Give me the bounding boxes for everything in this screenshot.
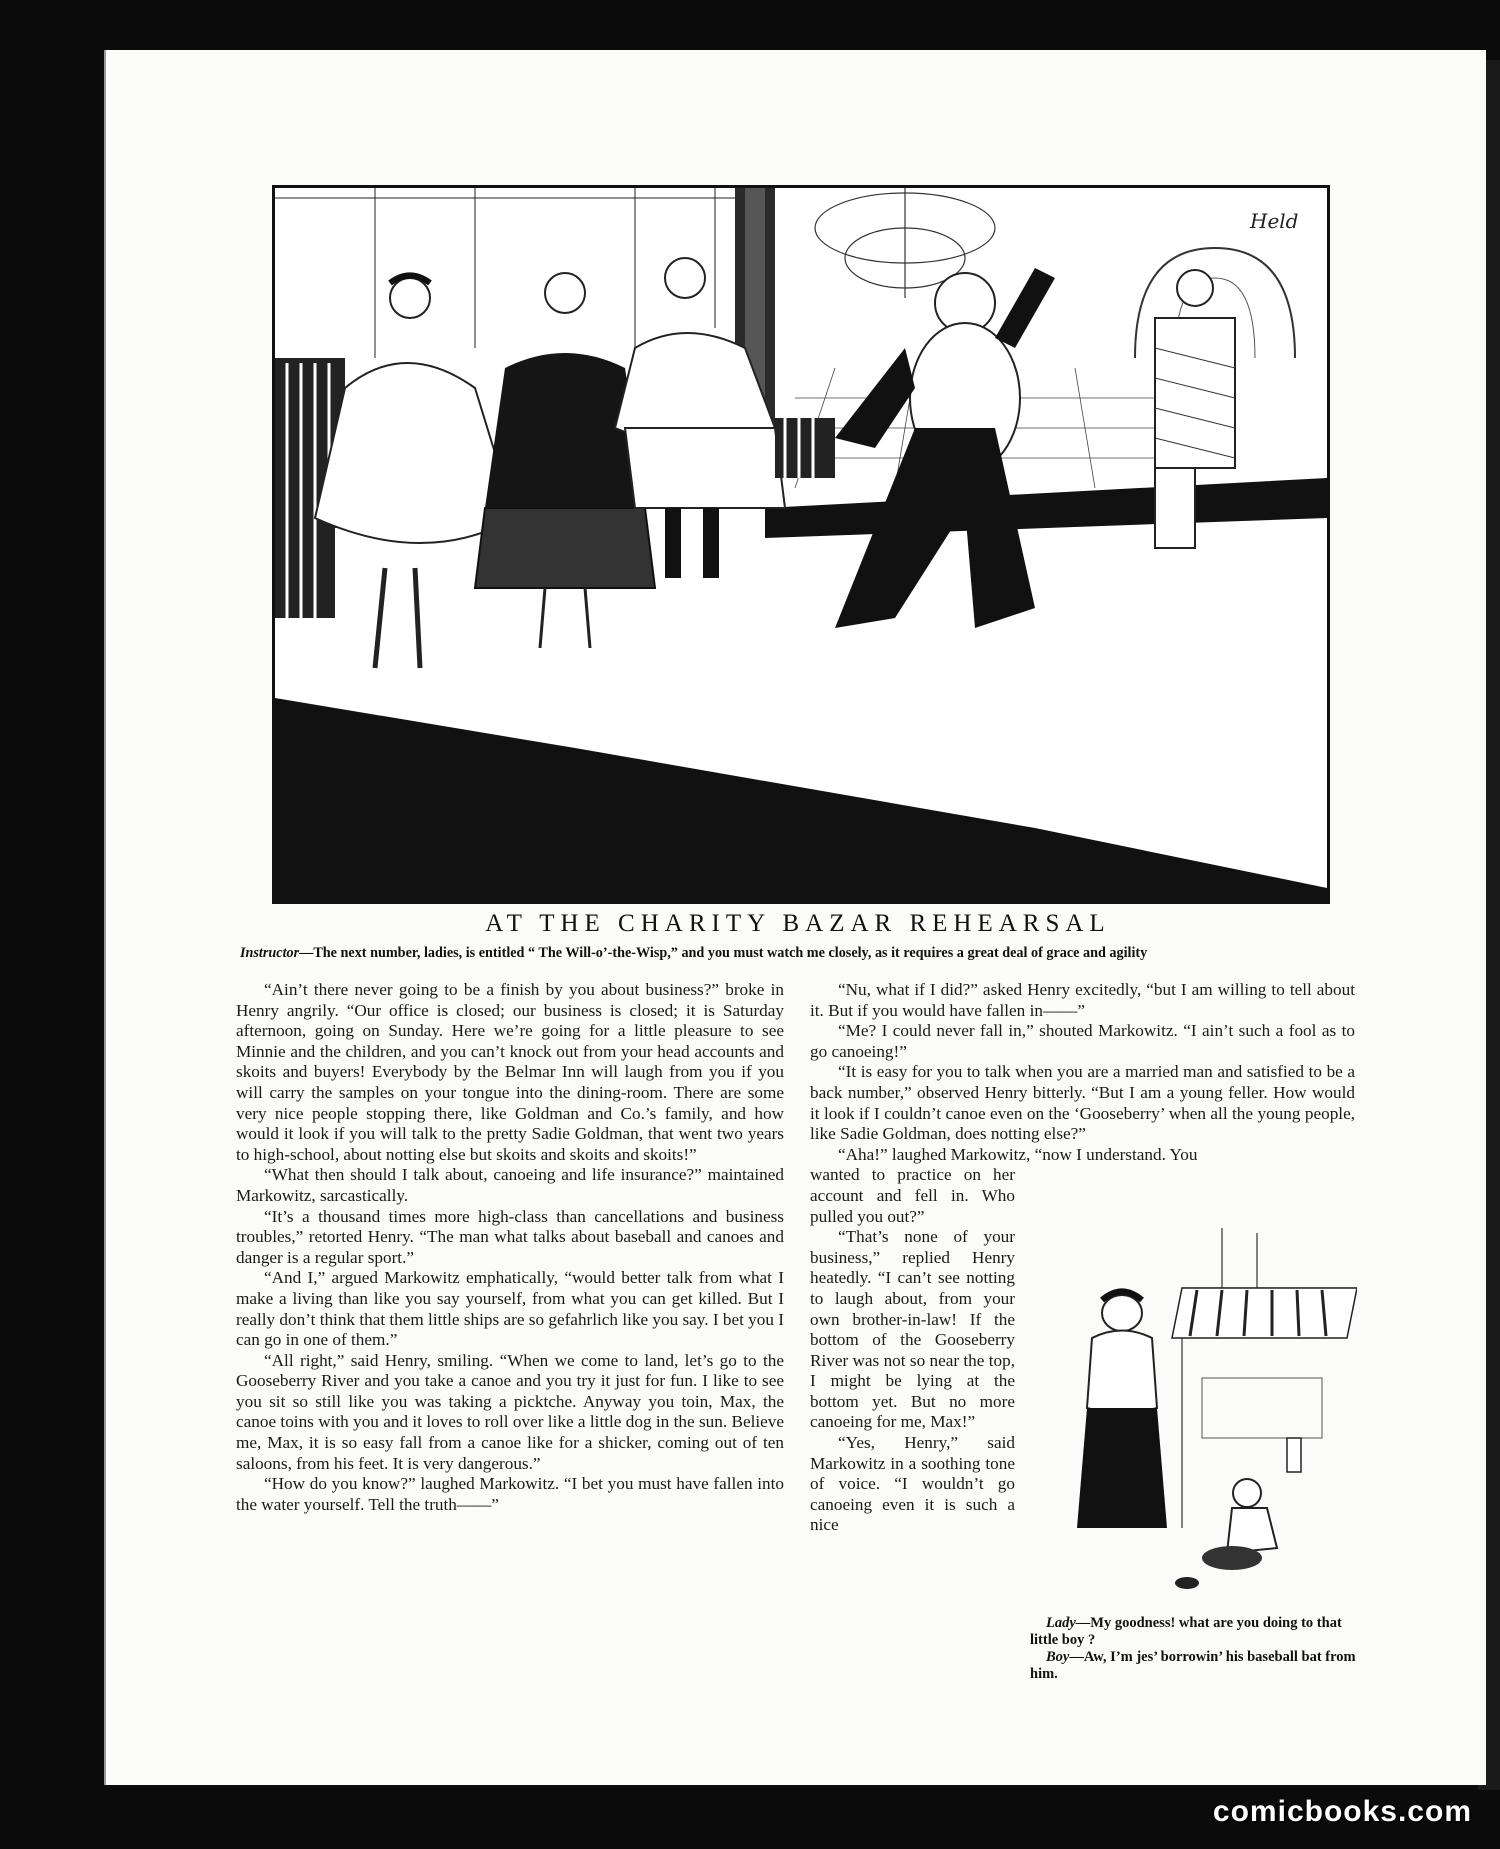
boy-line: —Aw, I’m jes’ borrowin’ his baseball bat from him. (1030, 1649, 1356, 1682)
story-paragraph: wanted to practice on her account and fell in. Who pulled you out?” (810, 1165, 1015, 1226)
story-paragraph: “All right,” said Henry, smiling. “When we come to land, let’s go to the Gooseberry River and you take a canoe and you try it just for fun. I like to see you sit so still like you was taking a picktche. Anyway you toin, Max, the canoe toins with you and it loves to roll over like a little dog in the sun. Believe me, Max, it is so easy fall from a canoe like for a shicker, coming out of ten saloons, from his feet. It is very dangerous.” (236, 1350, 784, 1473)
cartoon-title: AT THE CHARITY BAZAR REHEARSAL (485, 910, 1111, 937)
story-paragraph: “How do you know?” laughed Markowitz. “I bet you must have fallen into the water yourself. Tell the truth——” (236, 1474, 784, 1514)
charity-bazar-illustration (272, 185, 1330, 904)
boy-dialogue (1030, 1649, 1360, 1683)
boy-speaker: Boy (1046, 1649, 1070, 1665)
site-watermark: comicbooks.com (1212, 1795, 1472, 1828)
lady-dialogue (1030, 1615, 1360, 1649)
story-column-left (236, 980, 784, 1515)
story-paragraph: “It is easy for you to talk when you are a married man and satisfied to be a back number,” observed Henry bitterly. “But I am a young feller. How would it look if I couldn’t canoe even on the ‘Gooseberry’ when all the young people, like Sadie Goldman, does notting else?” (810, 1062, 1355, 1144)
story-paragraph: “Ain’t there never going to be a finish by you about business?” broke in Henry angrily. “Our office is closed; our business is closed; it is Saturday afternoon, going on Sunday. Here we’re going for a little pleasure to see Minnie and the children, and you can’t knock out from your head accounts and skoits and buyers! Everybody by the Belmar Inn will laugh from you if you will carry the samples on your tongue into the dining-room. There are some very nice people stopping there, like Goldman and Co.’s family, and how would it look if you will talk to the pretty Sadie Goldman, that went two years to high-school, about notting else but skoits and skoits and skoits!” (236, 980, 784, 1164)
cartoon-dialogue-caption (1030, 1615, 1360, 1683)
story-paragraph: “Aha!” laughed Markowitz, “now I understand. You (838, 1144, 1198, 1164)
story-paragraph: “It’s a thousand times more high-class than cancellations and business troubles,” retorted Henry. “The man what talks about baseball and canoes and danger is a regular sport.” (236, 1206, 784, 1267)
lady-boy-cartoon (1032, 1228, 1357, 1606)
cartoon-caption (240, 945, 1360, 962)
story-paragraph: “Me? I could never fall in,” shouted Markowitz. “I ain’t such a fool as to go canoeing!” (810, 1021, 1355, 1061)
story-paragraph: “That’s none of your business,” replied Henry heatedly. “I can’t see notting to laugh about, from your own brother-in-law! If the bottom of the Gooseberry River was not so near the top, I might be lying at the bottom yet. But no more canoeing for me, Max!” (810, 1227, 1015, 1432)
story-paragraph: “And I,” argued Markowitz emphatically, “would better talk from what I make a living than like you say yourself, from what you can get killed. But I really don’t think that them little ships are so gefahrlich like you say. I bet you I can go in one of them.” (236, 1268, 784, 1350)
caption-speaker: Instructor (240, 945, 300, 961)
lady-speaker: Lady (1046, 1615, 1076, 1631)
story-paragraph: “What then should I talk about, canoeing and life insurance?” maintained Markowitz, sarcastically. (236, 1165, 784, 1205)
svg-text:Held: Held (1250, 209, 1299, 233)
lady-line: —My goodness! what are you doing to that little boy ? (1030, 1615, 1342, 1648)
story-paragraph: “Nu, what if I did?” asked Henry excitedly, “but I am willing to tell about it. But if you would have fallen in——” (810, 980, 1355, 1020)
story-narrow-column (810, 1165, 1015, 1536)
caption-text: —The next number, ladies, is entitled “ The Will-o’-the-Wisp,” and you must watch me closely, as it requires a great deal of grace and agility (299, 945, 1148, 961)
story-paragraph: “Yes, Henry,” said Markowitz in a soothing tone of voice. “I wouldn’t go canoeing even it is such a nice (810, 1433, 1015, 1535)
